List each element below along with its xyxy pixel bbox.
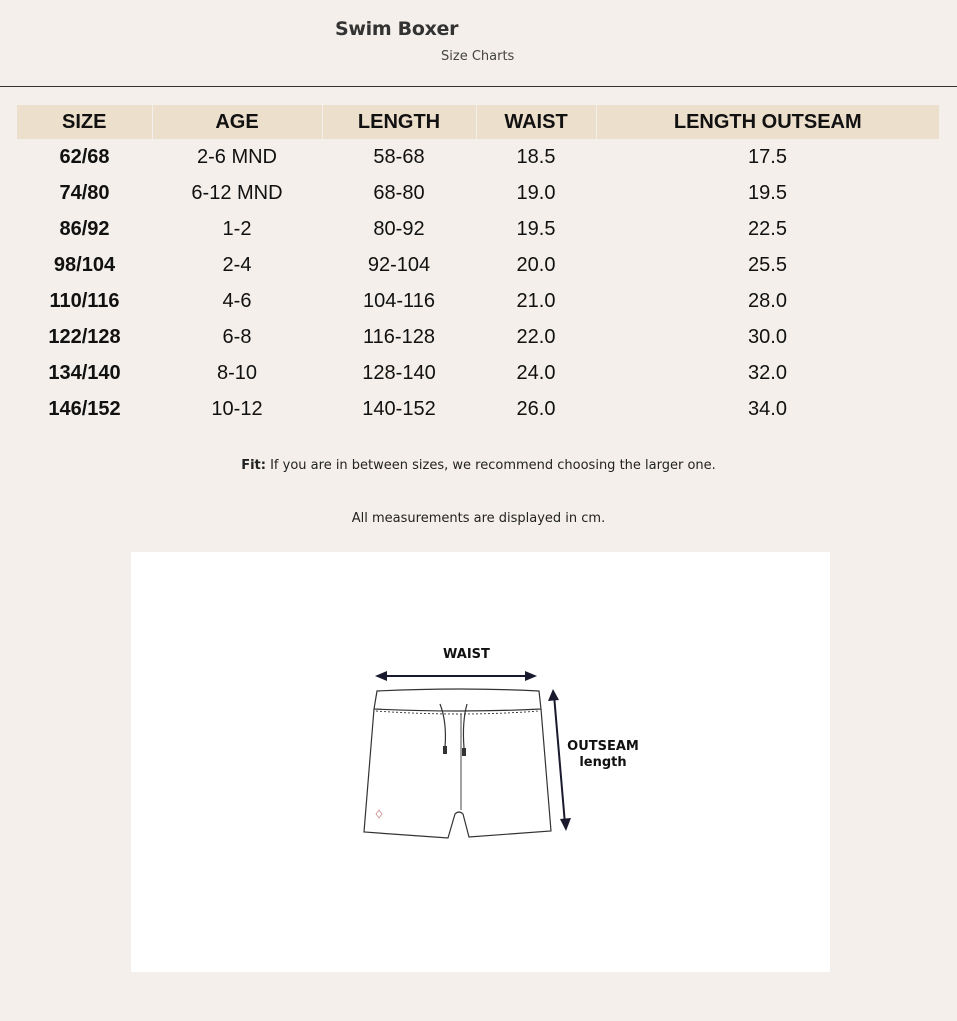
table-row [17,355,939,391]
fit-text: If you are in between sizes, we recommend choosing the larger one. [265,458,716,473]
size-cell: 134/140 [48,361,121,384]
size-cell: 146/152 [48,397,121,420]
table-cell: 19.0 [516,181,556,204]
table-cell: 28.0 [748,289,787,312]
table-cell: 17.5 [748,145,787,168]
size-cell: 86/92 [59,217,110,240]
table-cell: 2-6 MND [196,145,277,168]
column-header: WAIST [476,105,596,139]
table-cell: 116-128 [363,325,435,348]
table-cell: 22.0 [516,325,556,348]
table-cell: 80-92 [373,217,425,240]
table-cell: 128-140 [362,361,436,384]
table-cell: 19.5 [748,181,787,204]
size-cell: 110/116 [49,289,120,312]
table-row [17,247,939,283]
table-cell: 6-12 MND [191,181,283,204]
size-cell: 74/80 [59,181,110,204]
size-cell: 98/104 [53,253,116,276]
table-cell: 140-152 [362,397,436,420]
table-cell: 26.0 [516,397,556,420]
size-cell: 122/128 [48,325,121,348]
table-cell: 6-8 [222,325,252,348]
page-subtitle: Size Charts [441,49,515,64]
column-header: AGE [152,105,322,139]
waist-arrow [375,671,537,681]
shorts-outline [364,689,551,838]
table-cell: 30.0 [748,325,787,348]
page-header [0,0,957,87]
table-cell: 34.0 [748,397,787,420]
table-header-row [17,105,939,139]
shorts-illustration [131,552,830,972]
table-cell: 2-4 [222,253,252,276]
fit-label: Fit: [241,458,266,473]
table-cell: 10-12 [211,397,263,420]
table-cell: 4-6 [222,289,252,312]
units-note: All measurements are displayed in cm. [351,511,606,526]
table-cell: 18.5 [516,145,556,168]
page-title: Swim Boxer [335,18,459,40]
outseam-label-line-1: OUTSEAM [567,739,639,754]
table-cell: 24.0 [516,361,556,384]
table-row [17,175,939,211]
table-row [17,319,939,355]
outseam-label-line-2: length [579,755,627,770]
table-body [17,139,939,427]
table-cell: 19.5 [516,217,556,240]
table-row [17,139,939,175]
size-cell: 62/68 [59,145,110,168]
table-cell: 20.0 [516,253,556,276]
table-cell: 21.0 [516,289,556,312]
column-header: LENGTH [322,105,476,139]
table-row [17,391,939,427]
table-cell: 22.5 [748,217,787,240]
table-row [17,211,939,247]
column-header: LENGTH OUTSEAM [596,105,939,139]
table-cell: 58-68 [373,145,425,168]
table-cell: 25.5 [748,253,787,276]
outseam-label [561,739,645,771]
table-cell: 8-10 [216,361,258,384]
table-cell: 92-104 [367,253,431,276]
table-cell: 32.0 [748,361,787,384]
waist-label: WAIST [443,647,490,662]
table-cell: 68-80 [373,181,425,204]
measurement-diagram [131,552,830,972]
column-header: SIZE [17,105,152,139]
table-cell: 1-2 [222,217,252,240]
size-chart-table [17,105,939,427]
table-row [17,283,939,319]
fit-note [0,458,957,473]
table-cell: 104-116 [363,289,435,312]
